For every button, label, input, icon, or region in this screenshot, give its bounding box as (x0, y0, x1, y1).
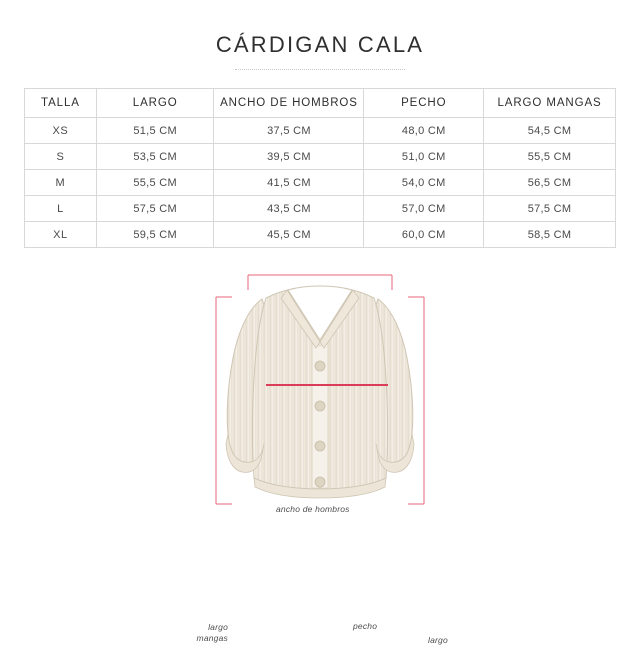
cell-hombros: 37,5 CM (214, 118, 364, 144)
column-header-talla: TALLA (25, 89, 97, 118)
cell-largo: 53,5 CM (96, 144, 214, 170)
table-row (25, 196, 616, 222)
cell-talla: M (25, 170, 97, 196)
label-largo-mangas-line2: mangas (196, 632, 228, 643)
cell-mangas: 58,5 CM (484, 222, 616, 248)
cell-hombros: 43,5 CM (214, 196, 364, 222)
garment-diagram (0, 254, 640, 645)
cell-largo: 55,5 CM (96, 170, 214, 196)
cell-mangas: 55,5 CM (484, 144, 616, 170)
cell-talla: XS (25, 118, 97, 144)
cell-pecho: 51,0 CM (364, 144, 484, 170)
label-largo-mangas-line1: largo (208, 622, 228, 632)
cell-talla: L (25, 196, 97, 222)
size-guide-page (0, 32, 640, 645)
cell-mangas: 54,5 CM (484, 118, 616, 144)
table-body (25, 118, 616, 248)
cell-pecho: 54,0 CM (364, 170, 484, 196)
cell-hombros: 39,5 CM (214, 144, 364, 170)
cell-talla: S (25, 144, 97, 170)
size-table (24, 88, 616, 248)
table-row (25, 118, 616, 144)
size-table-container (24, 88, 616, 248)
table-header (25, 89, 616, 118)
table-header-row (25, 89, 616, 118)
label-ancho-de-hombros: ancho de hombros (276, 504, 350, 514)
label-largo-mangas (176, 622, 228, 643)
cell-mangas: 56,5 CM (484, 170, 616, 196)
label-largo: largo (428, 635, 448, 645)
title-divider (235, 69, 405, 70)
cell-talla: XL (25, 222, 97, 248)
table-row (25, 170, 616, 196)
button-icon (315, 401, 325, 411)
label-pecho: pecho (350, 621, 380, 632)
cell-pecho: 60,0 CM (364, 222, 484, 248)
column-header-largo: LARGO (96, 89, 214, 118)
column-header-pecho: PECHO (364, 89, 484, 118)
button-icon (315, 441, 325, 451)
cell-hombros: 41,5 CM (214, 170, 364, 196)
cell-mangas: 57,5 CM (484, 196, 616, 222)
column-header-mangas: LARGO MANGAS (484, 89, 616, 118)
cell-largo: 59,5 CM (96, 222, 214, 248)
button-icon (315, 477, 325, 487)
cell-pecho: 57,0 CM (364, 196, 484, 222)
cardigan-shape (226, 286, 414, 498)
column-header-hombros: ANCHO DE HOMBROS (214, 89, 364, 118)
page-title: CÁRDIGAN CALA (215, 32, 425, 57)
cell-hombros: 45,5 CM (214, 222, 364, 248)
button-icon (315, 361, 325, 371)
cell-largo: 57,5 CM (96, 196, 214, 222)
table-row (25, 144, 616, 170)
cell-pecho: 48,0 CM (364, 118, 484, 144)
table-row (25, 222, 616, 248)
garment-illustration (0, 254, 640, 539)
cell-largo: 51,5 CM (96, 118, 214, 144)
